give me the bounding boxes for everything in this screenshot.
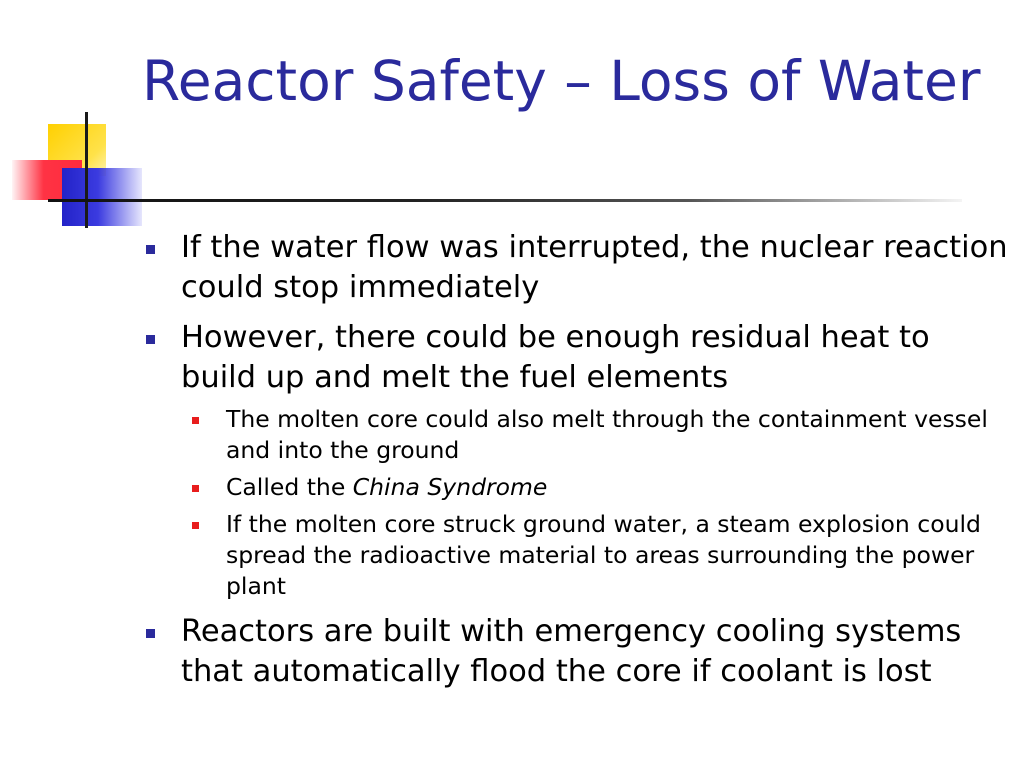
bullet-list bbox=[142, 228, 1012, 692]
bullet-item bbox=[142, 318, 1012, 602]
bullet-text: However, there could be enough residual heat to build up and melt the fuel elements bbox=[181, 320, 930, 395]
sub-bullet-square-icon bbox=[192, 417, 199, 424]
logo-vertical-line bbox=[85, 112, 88, 228]
sub-bullet-text-prefix: Called the bbox=[226, 473, 353, 501]
title-underline bbox=[48, 199, 962, 202]
sub-bullet-text: If the molten core struck ground water, a steam explosion could spread the radioactive material to areas surrounding the power plant bbox=[226, 510, 981, 600]
slide-logo-decoration bbox=[0, 0, 160, 240]
sub-bullet-item bbox=[180, 472, 1012, 503]
bullet-text: Reactors are built with emergency cooling systems that automatically flood the core if coolant is lost bbox=[181, 614, 962, 689]
sub-bullet-emphasis: China Syndrome bbox=[352, 473, 548, 501]
sub-bullet-list bbox=[181, 404, 1012, 602]
slide-content bbox=[142, 228, 1012, 702]
slide-title: Reactor Safety – Loss of Water bbox=[142, 49, 981, 113]
bullet-square-icon bbox=[146, 245, 155, 254]
bullet-square-icon bbox=[146, 629, 155, 638]
sub-bullet-square-icon bbox=[192, 485, 199, 492]
bullet-square-icon bbox=[146, 335, 155, 344]
logo-blue-square bbox=[62, 168, 142, 226]
sub-bullet-square-icon bbox=[192, 522, 199, 529]
bullet-item bbox=[142, 612, 1012, 692]
sub-bullet-item bbox=[180, 404, 1012, 466]
sub-bullet-text: The molten core could also melt through the containment vessel and into the ground bbox=[226, 405, 988, 464]
bullet-item bbox=[142, 228, 1012, 308]
bullet-text: If the water flow was interrupted, the nuclear reaction could stop immediately bbox=[181, 230, 1008, 305]
sub-bullet-item bbox=[180, 509, 1012, 602]
